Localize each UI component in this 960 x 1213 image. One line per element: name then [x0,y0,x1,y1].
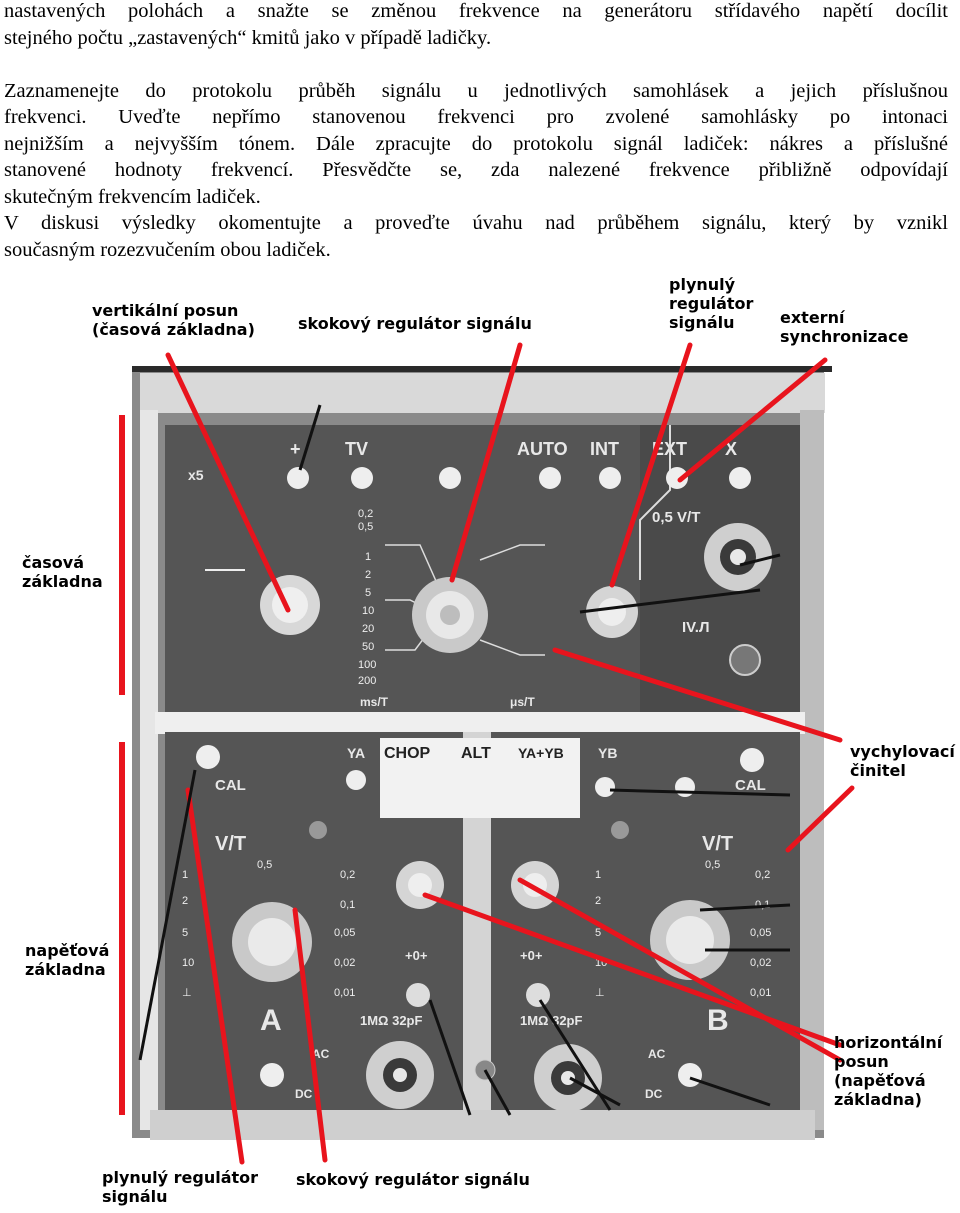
ext-label: EXT [652,439,688,459]
svg-text:0,01: 0,01 [750,987,772,999]
zero-a-button[interactable] [406,983,430,1007]
volts-knob-b[interactable] [650,900,730,980]
svg-text:5: 5 [182,927,189,939]
auto-label: AUTO [517,439,568,459]
x-button[interactable] [729,467,751,489]
label-vychylovaci: vychylovací činitel [850,742,955,780]
svg-text:5: 5 [365,587,372,599]
fine-knob-b[interactable] [511,861,559,909]
svg-text:⊥: ⊥ [595,987,605,999]
text-line: frekvenci. Uveďte nepřímo stanovenou frekvenci pro zvolené samohlásky po intonaci [4,106,948,128]
label-vertikalni-posun: vertikální posun (časová základna) [92,301,255,339]
channel-b-label: B [707,1004,729,1037]
svg-text:10: 10 [182,957,195,969]
svg-text:0,1: 0,1 [755,899,771,911]
int-label: INT [590,439,619,459]
zero-left-label: +0+ [405,948,428,963]
yb-button[interactable] [595,777,615,797]
channel-a-label: A [260,1004,282,1037]
cal-left-jack[interactable] [196,745,220,769]
input-right-label: 1MΩ 32pF [520,1013,583,1028]
vt-top-label: 0,5 V/T [652,509,701,526]
ac-left-label: AC [312,1047,330,1061]
svg-text:2: 2 [365,569,372,581]
yb-label: YB [598,745,618,761]
input-connector-b[interactable] [534,1044,602,1112]
x5-label: x5 [188,467,204,483]
zero-b-button[interactable] [526,983,550,1007]
us-label: μs/T [510,695,535,709]
svg-text:2: 2 [595,895,602,907]
label-skokovy-top: skokový regulátor signálu [298,314,532,333]
x-label: X [725,439,738,459]
text-line: V diskusi výsledky okomentujte a proveďte úvahu nad průběhem signálu, který by vznikl [4,212,948,234]
svg-text:200: 200 [358,675,377,687]
zero-right-label: +0+ [520,948,543,963]
text-line: skutečným frekvencím ladiček. [4,185,261,208]
label-skokovy-bottom: skokový regulátor signálu [296,1170,530,1189]
text-line: stanovené hodnoty frekvencí. Přesvědčte se, zda nalezené frekvence přibližně odpovídají [4,159,948,181]
acdc-b-switch[interactable] [678,1063,702,1087]
svg-text:0,2: 0,2 [755,869,771,881]
vt-left-label: V/T [215,833,247,855]
acdc-a-switch[interactable] [260,1063,284,1087]
svg-text:0,2: 0,2 [358,508,374,520]
svg-text:10: 10 [362,605,375,617]
svg-text:1: 1 [182,869,189,881]
alt-label: ALT [461,745,491,762]
ac-right-label: AC [648,1047,666,1061]
svg-text:1: 1 [365,551,372,563]
svg-text:5: 5 [595,927,602,939]
svg-text:100: 100 [358,659,377,671]
cal-right-jack[interactable] [740,748,764,772]
ya-label: YA [347,745,366,761]
yayb-label: YA+YB [518,745,564,761]
svg-text:0,5: 0,5 [705,859,721,871]
svg-text:0,02: 0,02 [334,957,356,969]
ms-label: ms/T [360,695,389,709]
label-horizontalni: horizontální posun (napěťová základna) [834,1033,943,1109]
svg-text:0,02: 0,02 [750,957,772,969]
svg-text:20: 20 [362,623,375,635]
tv-label: TV [345,439,369,459]
dc-left-label: DC [295,1087,313,1101]
svg-text:0,01: 0,01 [334,987,356,999]
auto-button[interactable] [539,467,561,489]
label-casova-zakladna: časová základna [22,553,103,591]
input-left-label: 1MΩ 32pF [360,1013,423,1028]
dc-right-label: DC [645,1087,663,1101]
label-plynuly-bottom: plynulý regulátor signálu [102,1168,259,1206]
input-connector-a[interactable] [366,1041,434,1109]
text-line: Zaznamenejte do protokolu průběh signálu u jednotlivých samohlásek a jejich příslušnou [4,79,948,102]
svg-text:50: 50 [362,641,375,653]
svg-text:0,05: 0,05 [750,927,772,939]
trim-screw-a [309,821,327,839]
ya-button[interactable] [346,770,366,790]
svg-text:0,5: 0,5 [358,521,374,533]
x5-button[interactable] [287,467,309,489]
svg-text:2: 2 [182,895,189,907]
svg-text:⊥: ⊥ [182,987,192,999]
svg-text:10: 10 [595,957,608,969]
timebase-knob[interactable] [412,577,488,653]
svg-text:1: 1 [595,869,602,881]
slope-button[interactable] [439,467,461,489]
svg-text:0,05: 0,05 [334,927,356,939]
plus-label: + [290,439,301,459]
text-line: nastavených polohách a snažte se změnou frekvence na generátoru střídavého napětí docílit [4,0,948,22]
vertical-position-knob[interactable] [260,575,320,635]
svg-text:0,1: 0,1 [340,899,356,911]
ivjl-label: IV.Л [682,619,710,636]
tv-button[interactable] [351,467,373,489]
svg-text:0,2: 0,2 [340,869,356,881]
x-input-connector[interactable] [704,523,772,591]
cal-right-label: CAL [735,777,766,794]
svg-text:0,5: 0,5 [257,859,273,871]
text-line: stejného počtu „zastavených“ kmitů jako v případě ladičky. [4,26,492,49]
cal-left-label: CAL [215,777,246,794]
label-napetova-zakladna: napěťová základna [25,941,110,979]
ground-jack-icon [730,645,760,675]
text-line: nejnižším a nejvyšším tónem. Dále zpracujte do protokolu signál ladiček: nákres a příslušné [4,132,948,155]
chop-label: CHOP [384,745,431,762]
label-externi: externí synchronizace [780,308,909,346]
text-line: současným rozezvučením obou ladiček. [4,238,331,261]
label-plynuly-top: plynulý regulátor signálu [669,275,754,332]
int-button[interactable] [599,467,621,489]
vt-right-label: V/T [702,833,734,855]
invert-button[interactable] [675,777,695,797]
trim-screw-b [611,821,629,839]
level-knob[interactable] [586,586,638,638]
